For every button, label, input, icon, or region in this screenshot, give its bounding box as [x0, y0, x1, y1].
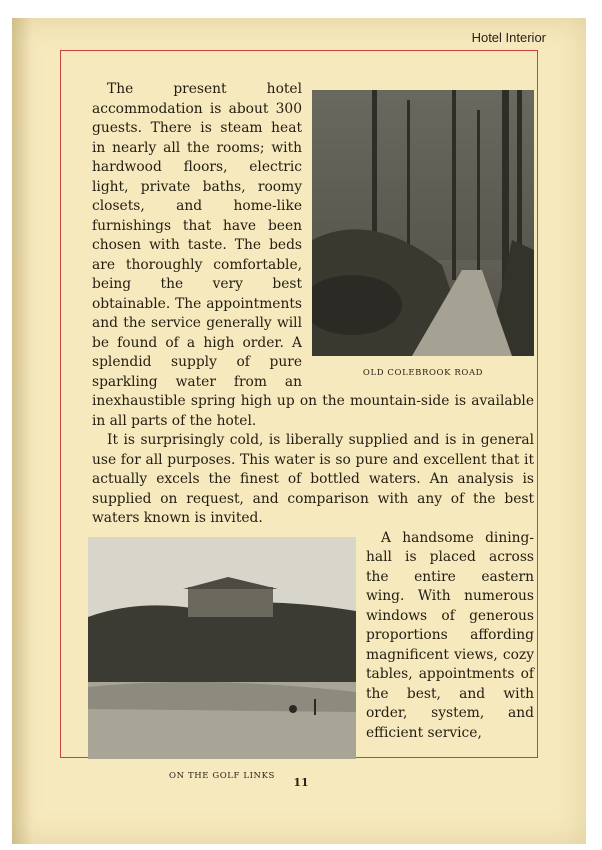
figure-old-colebrook-road — [312, 90, 534, 386]
paragraph-water: It is surprisingly cold, is liberally supplied and is in general use for all purposes. This water is so pure and excellent that it actually excels the finest of bottled waters. An analysis is supplied on request, and comparison with any of the best waters known is invited. — [92, 432, 534, 526]
figure-caption-road: OLD COLEBROOK ROAD — [362, 368, 484, 378]
paragraph-dining-hall: A handsome dining-hall is placed across the entire eastern wing. With numerous windows of generous proportions affording magnificent views, cozy tables, appointments of the best, and with order, system, and efficient service, — [366, 529, 534, 741]
page-number: 11 — [293, 776, 309, 789]
article-body — [92, 80, 534, 787]
paragraph-accommodation: The present hotel accommodation is about 300 guests. There is steam heat in nearly all the rooms; with hardwood floors, electric light, private baths, roomy closets, and home-like furnishings that have been chosen with taste. The beds are thoroughly comfortable, being the very best obtainable. The appointments and the service generally will be found of a high order. A splendid supply of pure sparkling water from an inexhaustible spring high up on the mountain-side is available in all parts of the hotel. — [92, 81, 534, 429]
running-header: Hotel Interior — [471, 30, 546, 45]
figure-golf-links — [88, 537, 356, 787]
golf-links-photo — [88, 537, 356, 759]
forest-road-photo — [312, 90, 534, 356]
page-gutter-shadow — [12, 18, 32, 844]
figure-caption-golf: ON THE GOLF LINKS — [169, 770, 275, 781]
